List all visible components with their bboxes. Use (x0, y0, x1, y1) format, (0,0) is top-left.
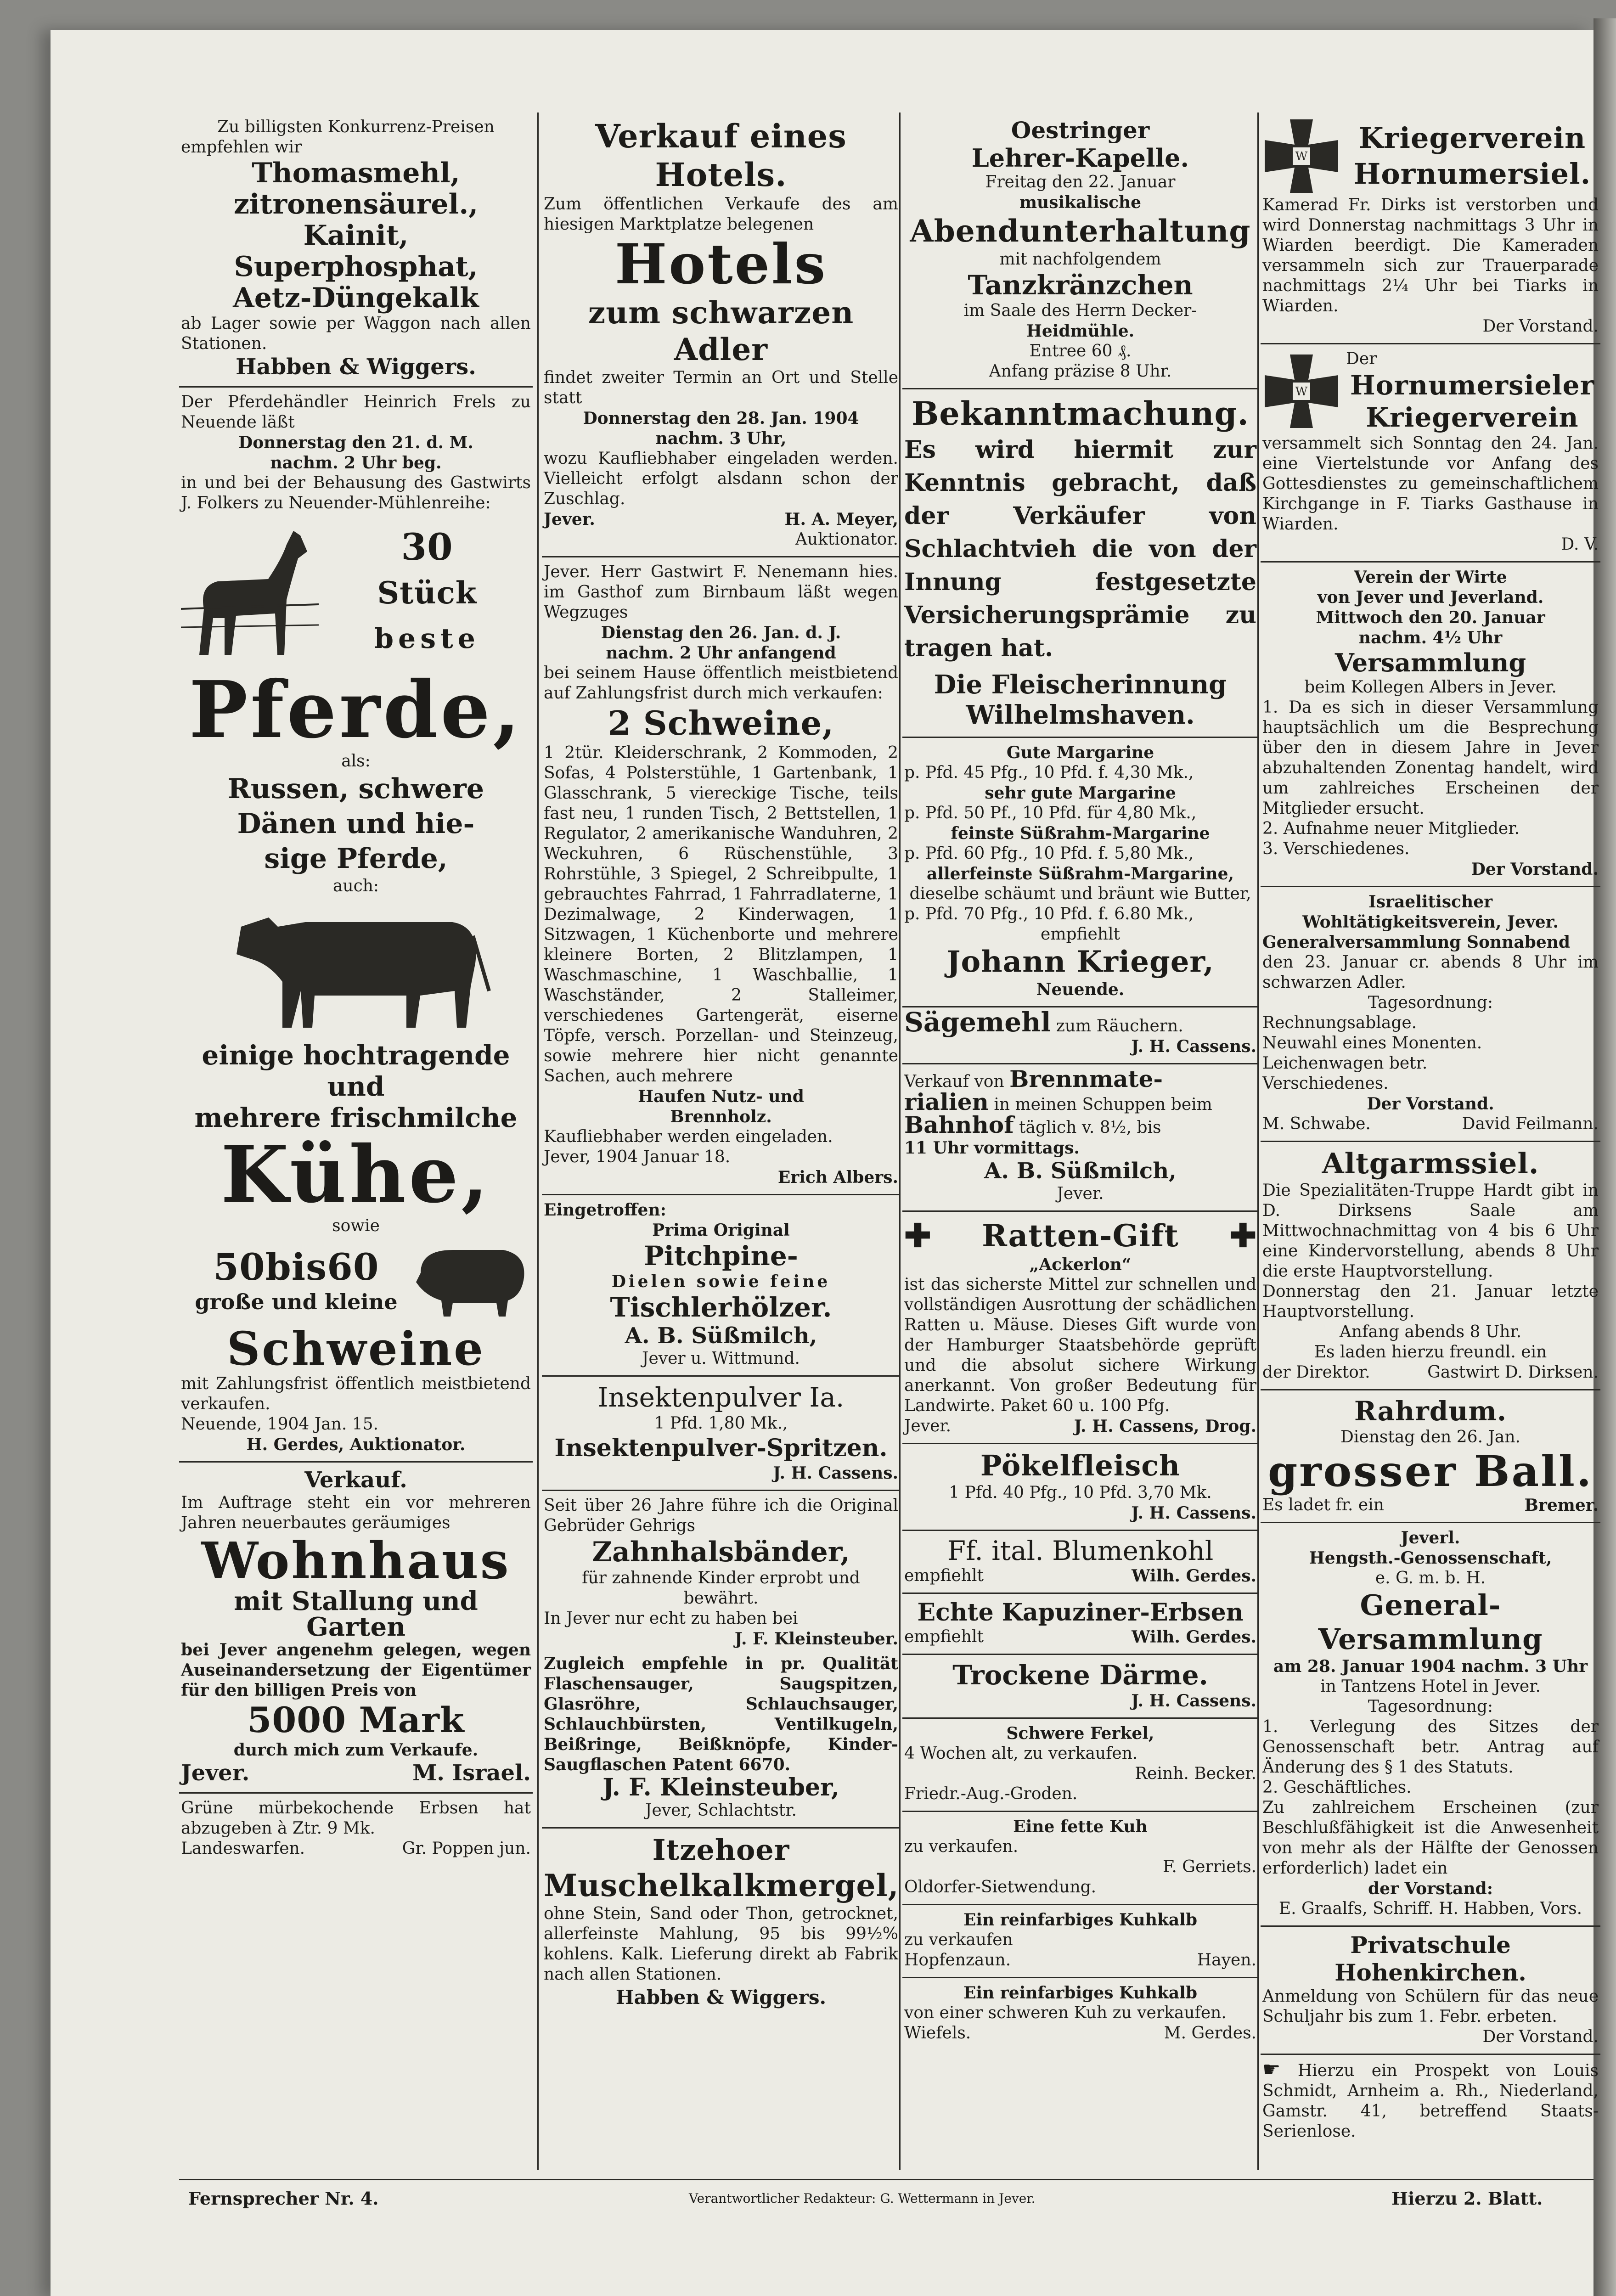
ad-text: Der (1346, 349, 1377, 368)
ad-horse-auction (179, 388, 533, 1463)
svg-text:W: W (1295, 150, 1308, 163)
ad-headline: grosser Ball. (1267, 1446, 1593, 1496)
ad-place: Oldorfer-Sietwendung. (904, 1878, 1097, 1896)
footer-editor: Verantwortlicher Redakteur: G. Wettermann in Jever. (689, 2191, 1036, 2206)
ad-place: Jever. (544, 510, 595, 529)
iron-cross-icon (1262, 117, 1340, 195)
ad-headline: zum schwarzen Adler (588, 295, 854, 367)
cow-illustration-icon (214, 899, 498, 1037)
ad-text: Hierzu ein Prospekt von Louis Schmidt, Arnheim a. Rh., Niederland, Gamstr. 41, betreffend Staats-Serienlose. (1262, 2061, 1599, 2141)
ad-price: 1 Pfd. 40 Pfg., 10 Pfd. 3,70 Mk. (949, 1483, 1212, 1502)
ad-text: Brennholz. (670, 1107, 772, 1126)
ad-headline: Wohnhaus (201, 1531, 511, 1590)
ad-signature: Wilhelmshaven. (966, 700, 1195, 730)
ad-text: Generalversammlung Sonnabend (1262, 933, 1571, 952)
ad-date: am 28. Januar 1904 nachm. 3 Uhr (1273, 1657, 1588, 1676)
column-2 (542, 113, 900, 2170)
cross-icon: ✚ (1229, 1216, 1256, 1255)
ad-text: mit Zahlungsfrist öffentlich meistbietend verkaufen. (181, 1374, 531, 1413)
ad-title: Rahrdum. (1354, 1396, 1507, 1427)
ad-text: wozu Kaufliebhaber eingeladen werden. Vielleicht erfolgt alsdann schon der Zuschlag. (544, 449, 898, 508)
ad-headline: 2 Schweine, (608, 703, 834, 743)
ad-firm: A. B. Süßmilch, (625, 1323, 817, 1349)
ad-text: 2. Geschäftliches. (1262, 1778, 1412, 1797)
ad-text: Zum öffentlichen Verkaufe des am hiesigen Marktplatze belegenen (544, 195, 898, 234)
ad-text: Kamerad Fr. Dirks ist verstorben und wird Donnerstag nachmittags 3 Uhr in Wiarden beerdigt. Die Kameraden versammeln sich zur Trauerparade nachmittags 2¼ Uhr bei Tiarks in Wiarden. (1262, 196, 1599, 315)
ad-headline: General-Versammlung (1318, 1588, 1543, 1656)
ad-title: Pökelfleisch (980, 1449, 1181, 1482)
column-4 (1261, 113, 1600, 2170)
ad-title: Insektenpulver Ia. (597, 1382, 845, 1413)
ad-date: nachm. 3 Uhr, (655, 429, 787, 448)
ad-number: 50bis60 (213, 1245, 379, 1289)
ad-headline: Abendunterhaltung (910, 213, 1251, 249)
ad-place: Jever. (181, 1760, 250, 1786)
ad-title: Verkauf. (304, 1467, 407, 1493)
ad-signature: F. Gerriets. (1163, 1857, 1256, 1876)
ad-text: 2. Aufnahme neuer Mitglieder. (1262, 819, 1520, 838)
ad-signature: Der Vorstand. (1471, 860, 1599, 879)
ad-signature: H. Gerdes, Auktionator. (246, 1435, 466, 1454)
cross-icon: ✚ (904, 1216, 931, 1255)
ad-signature: Bremer. (1524, 1496, 1599, 1515)
ad-signature: Auktionator. (795, 530, 898, 549)
ad-text: Tagesordnung: (1368, 993, 1493, 1012)
ad-sawdust (902, 1007, 1258, 1064)
ad-text: Verschiedenes. (1262, 1074, 1389, 1093)
ad-signature: D. V. (1561, 535, 1599, 554)
ad-text: Gute Margarine (1006, 743, 1154, 762)
ad-headline: Kainit, Superphosphat, (234, 219, 478, 283)
ad-firm: Johann Krieger, (946, 945, 1214, 979)
ad-signature: der Direktor. (1262, 1363, 1370, 1382)
ad-signature: Gastwirt D. Dirksen. (1427, 1363, 1599, 1382)
ad-text: sige Pferde, (264, 843, 448, 875)
ad-text: zu verkaufen. (904, 1837, 1019, 1856)
ad-title: Hornumersiel. (1353, 157, 1591, 191)
ad-text: allerfeinste Süßrahm-Margarine, (926, 864, 1234, 884)
ad-text: Anfang präzise 8 Uhr. (989, 362, 1172, 381)
ad-text: Anmeldung von Schülern für das neue Schuljahr bis zum 1. Febr. erbeten. (1262, 1987, 1599, 2026)
ad-text: Seit über 26 Jahre führe ich die Original Gebrüder Gehrigs (544, 1496, 898, 1535)
ad-signature: David Feilmann. (1462, 1114, 1599, 1133)
ad-signature: Die Fleischerinnung (934, 670, 1227, 700)
ad-headline: Insektenpulver-Spritzen. (554, 1434, 888, 1462)
footer-phone: Fernsprecher Nr. 4. (188, 2188, 379, 2209)
ad-calf-2 (902, 1978, 1258, 2050)
ad-signature: H. A. Meyer, (784, 510, 898, 529)
ad-headline: Itzehoer (652, 1833, 790, 1867)
ad-date: Freitag den 22. Januar (985, 173, 1176, 191)
column-1 (179, 113, 533, 2170)
ad-text: Verkauf von (904, 1072, 1004, 1091)
ad-price: 5000 Mark (247, 1699, 465, 1740)
pig-illustration-icon (411, 1236, 531, 1323)
ad-firm: Wilh. Gerdes. (1132, 1566, 1256, 1586)
ad-ball (1261, 1390, 1600, 1523)
ad-signature: Hayen. (1197, 1951, 1256, 1970)
ad-headline: Pferde, (189, 664, 523, 756)
ad-text: sehr gute Margarine (985, 783, 1176, 803)
ad-variety-show (1261, 1142, 1600, 1390)
footer-supplement: Hierzu 2. Blatt. (1391, 2188, 1543, 2209)
ad-firm: J. H. Cassens. (1131, 1503, 1256, 1523)
ad-headline: Pitchpine- (644, 1240, 798, 1272)
ad-date: nachm. 2 Uhr anfangend (606, 643, 836, 663)
ad-signature: Gr. Poppen jun. (402, 1839, 531, 1858)
ad-text: findet zweiter Termin an Ort und Stelle statt (544, 368, 898, 407)
ad-firm: J. F. Kleinsteuber, (602, 1773, 839, 1801)
ad-date: nachm. 4½ Uhr (1358, 628, 1503, 647)
ad-piglets (902, 1719, 1258, 1812)
ad-text: Jever, 1904 Januar 18. (544, 1148, 731, 1166)
ad-text: Zugleich empfehle in pr. Qualität Flaschensauger, Saugspitzen, Glasröhre, Schlauchsauger, Schlauchbürsten, Ventilkugeln, Beißringe, Beißknöpfe, Kinder-Saugflaschen Patent 6670. (544, 1654, 898, 1774)
ad-cauliflower (902, 1531, 1258, 1594)
ad-text: Entree 60 ₰. (1029, 342, 1132, 360)
ad-headline: Bahnhof (904, 1111, 1014, 1138)
ad-title: von Jever und Jeverland. (1317, 588, 1544, 607)
ad-title: Lehrer-Kapelle. (971, 143, 1189, 173)
ad-place: Jever. (1057, 1184, 1104, 1203)
ad-veterans-2 (1261, 344, 1600, 563)
footer-rule (179, 2179, 1593, 2180)
ad-title: Trockene Därme. (952, 1660, 1208, 1691)
ad-text: Grüne mürbekochende Erbsen hat abzugeben à Ztr. 9 Mk. (181, 1799, 531, 1838)
ad-household-auction (542, 557, 900, 1195)
ad-insect-powder (542, 1377, 900, 1491)
ad-title: Ff. ital. Blumenkohl (947, 1535, 1214, 1566)
ad-title: Privatschule Hohenkirchen. (1334, 1931, 1526, 1986)
ad-text: in Tantzens Hotel in Jever. (1320, 1677, 1541, 1696)
ad-text: sowie (332, 1216, 380, 1235)
ad-signature: Reinh. Becker. (1135, 1764, 1256, 1783)
ad-text: Prima Original (652, 1221, 790, 1240)
ad-fuel (902, 1064, 1258, 1212)
ad-firm: Wilh. Gerdes. (1132, 1627, 1256, 1647)
ad-place: Wiefels. (904, 2024, 971, 2043)
ad-text: versammelt sich Sonntag den 24. Jan. eine Viertelstunde vor Anfang des Gottesdienstes zu gemeinschaftlichem Kirchgange in F. Tiarks Gasthause in Wiarden. (1262, 434, 1599, 534)
ad-announcement (902, 389, 1258, 738)
ad-text: ohne Stein, Sand oder Thon, getrocknet, allerfeinste Mahlung, 95 bis 99½% kohlens. Kalk. Lieferung direkt ab Fabrik nach allen Stationen. (544, 1904, 898, 1984)
ad-headline: Hotels (614, 232, 828, 297)
ad-text: dieselbe schäumt und bräunt wie Butter, (909, 884, 1251, 903)
column-3 (902, 113, 1258, 2170)
ad-pitchpine (542, 1195, 900, 1377)
ad-text: 1 2tür. Kleiderschrank, 2 Kommoden, 2 Sofas, 4 Polsterstühle, 1 Gartenbank, 1 Glasschrank, 5 viereckige Tische, teils fast neu, 1 runden Tisch, 2 Bettstellen, 1 Regulator, 2 amerikanische Wanduhren, 2 Weckuhren, 6 Rüschenstühle, 3 Rohrstühle, 3 Spiegel, 2 Schreibpulte, 1 gebrauchtes Fahrrad, 1 Fahrradlaterne, 1 Dezimalwage, 2 Kinderwagen, 1 Sitzwagen, 1 Küchenborte und mehrere kleinere Borten, 2 Blitzlampen, 1 Waschmaschine, 1 Waschballie, 1 Waschständer, 2 Stalleimer, verschiedenes Gartengerät, eiserne Töpfe, versch. Porzellan- und Steinzeug, sowie mehrere hier nicht genannte Sachen, auch mehrere (544, 743, 898, 1086)
ad-text: Es ladet fr. ein (1262, 1496, 1384, 1514)
horse-illustration-icon (181, 517, 319, 669)
ad-title: Verkauf eines Hotels. (595, 117, 847, 194)
ad-text: Heidmühle. (1026, 321, 1135, 341)
ad-text: im Saale des Herrn Decker- (963, 301, 1197, 320)
ad-signature: Der Vorstand. (1482, 2027, 1599, 2046)
ad-peas-2 (902, 1594, 1258, 1655)
page-footer (179, 2188, 1593, 2211)
ad-title: Oestringer (1011, 117, 1150, 144)
ad-peas (179, 1794, 533, 1865)
ad-firm: A. B. Süßmilch, (984, 1158, 1177, 1184)
iron-cross-icon (1262, 352, 1340, 430)
ad-signature: E. Graalfs, Schriff. H. Habben, Vors. (1278, 1899, 1582, 1918)
ad-text: Zu billigsten Konkurrenz-Preisen (217, 118, 495, 136)
ad-headline: Muschelkalkmergel, (544, 1868, 899, 1903)
ad-teachers-band (902, 113, 1258, 389)
ad-firm: J. H. Cassens. (1131, 1691, 1256, 1711)
ad-text: 1. Da es sich in dieser Versammlung hauptsächlich um die Besprechung über den in diesem Jahre in Jever abzuhaltenden Zonentag handelt, wird um zahlreiches Erscheinen der Mitglieder ersucht. (1262, 698, 1599, 818)
ad-text: Im Auftrage steht ein vor mehreren Jahren neuerbautes geräumiges (181, 1493, 531, 1532)
ad-text: Dielen sowie feine (611, 1272, 831, 1291)
ad-text: empfiehlt (904, 1627, 984, 1646)
ad-text: empfiehlt (904, 1566, 984, 1585)
ad-text: Russen, schwere (227, 773, 484, 805)
ad-title: Altgarmssiel. (1322, 1147, 1539, 1180)
ad-text: „Ackerlon“ (1029, 1255, 1132, 1274)
ad-price: p. Pfd. 45 Pfg., 10 Pfd. f. 4,30 Mk., (904, 763, 1194, 782)
ad-text: für zahnende Kinder erprobt und bewährt. (582, 1569, 860, 1608)
ad-text: Es wird hiermit zur Kenntnis gebracht, daß der Verkäufer von Schlachtvieh die von der Innung festgesetzte Versicherungsprämie zu tragen hat. (904, 436, 1256, 662)
ad-place: Neuende. (1036, 980, 1125, 999)
ad-text: mit nachfolgendem (999, 250, 1161, 269)
ad-text: empfehlen wir (181, 138, 302, 157)
ad-title: Jeverl. (1401, 1528, 1460, 1548)
ad-date: Donnerstag den 28. Jan. 1904 (583, 409, 859, 428)
ad-date: nachm. 2 Uhr beg. (270, 453, 442, 473)
ad-text: beste (374, 623, 480, 655)
ad-price: p. Pfd. 70 Pfg., 10 Pfd. f. 6.80 Mk., (904, 905, 1194, 923)
ad-text: zum Räuchern. (1056, 1017, 1183, 1035)
ad-stallion-coop (1261, 1523, 1600, 1927)
ad-title: Ratten-Gift (982, 1217, 1179, 1254)
ad-text: 1 Pfd. 1,80 Mk., (654, 1414, 788, 1433)
ad-text: Rechnungsablage. (1262, 1013, 1417, 1032)
ad-text: bei Jever angenehm gelegen, wegen Auseinandersetzung der Eigentümer für den billigen Preis von (181, 1640, 531, 1700)
ad-text: ab Lager sowie per Waggon nach allen Stationen. (181, 314, 531, 353)
ad-headline: Versammlung (1334, 648, 1526, 677)
ad-text: feinste Süßrahm-Margarine (951, 824, 1210, 843)
ad-title: Kriegerverein (1358, 121, 1586, 155)
ad-headline: Tanzkränzchen (968, 270, 1193, 301)
ad-signature: Der Vorstand. (1367, 1094, 1494, 1114)
ad-text: Anfang abends 8 Uhr. (1339, 1322, 1522, 1341)
ad-text: auch: (332, 877, 379, 895)
ad-fertilizer (179, 113, 533, 388)
ad-text: Eingetroffen: (544, 1200, 666, 1220)
ad-firm: Habben & Wiggers. (615, 1986, 827, 2009)
ad-firm: J. F. Kleinsteuber. (734, 1629, 898, 1649)
ad-title: Echte Kapuziner-Erbsen (917, 1598, 1244, 1626)
ad-date: Dienstag den 26. Jan. (1340, 1428, 1520, 1446)
ad-headline: Brennmate- (1009, 1065, 1163, 1092)
ad-place: Friedr.-Aug.-Groden. (904, 1784, 1078, 1803)
ad-title: Bekanntmachung. (912, 394, 1249, 433)
ad-signature: Erich Albers. (777, 1168, 898, 1187)
ad-text: empfiehlt (1041, 925, 1120, 944)
ad-text: durch mich zum Verkaufe. (233, 1740, 479, 1760)
ad-rat-poison (902, 1212, 1258, 1444)
ad-signature: der Vorstand: (1368, 1879, 1493, 1898)
ad-text: mehrere frischmilche (194, 1102, 518, 1133)
ad-signature: M. Schwabe. (1262, 1114, 1371, 1133)
ad-house-sale (179, 1463, 533, 1794)
ad-text: in und bei der Behausung des Gastwirts J. Folkers zu Neuender-Mühlenreihe: (181, 473, 531, 512)
ad-text: Leichenwagen betr. (1262, 1054, 1428, 1073)
ad-title: Schwere Ferkel, (1006, 1724, 1154, 1743)
ad-calf-1 (902, 1905, 1258, 1978)
ad-veterans-1 (1261, 113, 1600, 344)
ad-signature: Der Vorstand. (1482, 317, 1599, 336)
ad-text: bei seinem Hause öffentlich meistbietend auf Zahlungsfrist durch mich verkaufen: (544, 664, 898, 703)
ad-headline: Tischlerhölzer. (610, 1292, 832, 1323)
ad-price: p. Pfd. 60 Pfg., 10 Pfd. f. 5,80 Mk., (904, 844, 1194, 863)
ad-text: den 23. Januar cr. abends 8 Uhr im schwarzen Adler. (1262, 953, 1599, 992)
ad-text: als: (341, 752, 371, 771)
ad-place: Landeswarfen. (181, 1839, 305, 1858)
ad-title: e. G. m. b. H. (1375, 1569, 1486, 1587)
ad-text: Die Spezialitäten-Truppe Hardt gibt in D. Dirksens Saale am Mittwochnachmittag von 4 bis 6 Uhr eine Kindervorstellung, abends 8 Uhr die erste Hauptvorstellung. (1262, 1181, 1599, 1281)
ad-date: Dienstag den 26. Jan. d. J. (601, 623, 841, 642)
ad-text: Kaufliebhaber werden eingeladen. (544, 1127, 833, 1146)
ad-title: Eine fette Kuh (1013, 1817, 1148, 1836)
ad-private-school (1261, 1927, 1600, 2055)
ad-headline: Thomasmehl, zitronensäurel., (233, 157, 479, 220)
ad-headline: Schweine (227, 1322, 485, 1376)
ad-place: Hopfenzaun. (904, 1951, 1011, 1970)
ad-headline: Aetz-Düngekalk (233, 282, 479, 314)
ad-text: Es laden hierzu freundl. ein (1314, 1343, 1547, 1362)
ad-text: In Jever nur echt zu haben bei (544, 1609, 798, 1628)
ad-title: Israelitischer (1368, 892, 1493, 912)
ad-text: von einer schweren Kuh zu verkaufen. (904, 2003, 1227, 2022)
svg-text:W: W (1295, 385, 1308, 399)
ad-text: zu verkaufen (904, 1930, 1013, 1949)
ad-pickled-meat (902, 1444, 1258, 1531)
ad-firm: J. H. Cassens, Drog. (1074, 1417, 1256, 1436)
ad-text: Haufen Nutz- und (638, 1087, 804, 1106)
ad-headline: Kühe, (220, 1129, 491, 1221)
pointing-hand-icon: ☛ (1262, 2058, 1281, 2081)
ad-margarine (902, 738, 1258, 1007)
ad-title: Hengsth.-Genossenschaft, (1309, 1548, 1552, 1568)
ad-number: 30 (401, 525, 453, 568)
ad-text: in meinen Schuppen beim (994, 1095, 1212, 1114)
ad-text: ist das sicherste Mittel zur schnellen und vollständigen Ausrottung der schädlichen Ratten u. Mäuse. Dieses Gift wurde von der Hamburger Staatsbehörde geprüft und die absolut sichere Wirkung anerkannt. Von großer Bedeutung für Landwirte. Paket 60 u. 100 Pfg. (904, 1275, 1256, 1415)
ad-text: Neuende, 1904 Jan. 15. (181, 1415, 378, 1434)
ad-casings (902, 1655, 1258, 1719)
ad-text: 1. Verlegung des Sitzes der Genossenschaft betr. Antrag auf Änderung des § 1 des Statuts. (1262, 1717, 1599, 1777)
ad-place: Jever. (904, 1417, 952, 1435)
ad-charity (1261, 887, 1600, 1142)
ad-text: Neuwahl eines Monenten. (1262, 1034, 1482, 1052)
ad-title: Wohltätigkeitsverein, Jever. (1302, 912, 1559, 932)
ad-date: Mittwoch den 20. Januar (1316, 608, 1545, 627)
ad-hotel-sale (542, 113, 900, 557)
ad-text: beim Kollegen Albers in Jever. (1304, 678, 1557, 697)
ad-marl (542, 1829, 900, 2017)
ad-text: 3. Verschiedenes. (1262, 839, 1410, 858)
ad-title: Ein reinfarbiges Kuhkalb (963, 1910, 1197, 1930)
ad-title: Verein der Wirte (1354, 568, 1507, 587)
ad-text: Der Pferdehändler Heinrich Frels zu Neuende läßt (181, 393, 531, 432)
ad-text: mit Stallung und Garten (234, 1586, 478, 1642)
ad-text: 11 Uhr vormittags. (904, 1138, 1080, 1158)
ad-firm: J. H. Cassens. (773, 1463, 898, 1483)
ad-title: Kriegerverein (1366, 402, 1579, 433)
ad-innkeepers (1261, 563, 1600, 887)
ad-signature: M. Gerdes. (1164, 2024, 1256, 2043)
ad-text: Jever. Herr Gastwirt F. Nenemann hies. im Gasthof zum Birnbaum läßt wegen Wegzuges (544, 563, 898, 622)
ad-title: Hornumersieler (1350, 370, 1595, 401)
ad-text: Donnerstag den 21. Januar letzte Hauptvorstellung. (1262, 1282, 1599, 1321)
ad-place: Jever, Schlachtstr. (645, 1801, 797, 1820)
ad-headline: Sägemehl (904, 1007, 1051, 1038)
ad-headline: rialien (904, 1088, 989, 1115)
ad-text: täglich v. 8½, bis (1019, 1118, 1161, 1137)
ad-signature: M. Israel. (412, 1760, 531, 1786)
ad-text: Zu zahlreichem Erscheinen (zur Beschlußfähigkeit ist die Anwesenheit von mehr als der Hälfte der Genossen erforderlich) ladet ein (1262, 1798, 1599, 1878)
ad-text: große und kleine (195, 1289, 398, 1314)
column-rule (537, 113, 539, 2170)
ad-title: Ein reinfarbiges Kuhkalb (963, 1983, 1197, 2003)
ad-firm: J. H. Cassens. (1131, 1037, 1256, 1056)
ad-place: Jever u. Wittmund. (642, 1349, 800, 1368)
ad-text: musikalische (1019, 193, 1142, 212)
ad-headline: Zahnhalsbänder, (592, 1536, 850, 1568)
ad-teething-bands (542, 1491, 900, 1829)
ad-text: Dänen und hie- (237, 808, 475, 840)
ad-date: Donnerstag den 21. d. M. (238, 433, 473, 452)
ad-firm: Habben & Wiggers. (236, 354, 476, 380)
ad-text: Tagesordnung: (1368, 1697, 1493, 1716)
ad-cow (902, 1812, 1258, 1905)
ad-prospectus (1261, 2055, 1600, 2148)
ad-text: einige hochtragende und (202, 1040, 510, 1102)
ad-text: 4 Wochen alt, zu verkaufen. (904, 1744, 1138, 1763)
ad-price: p. Pfd. 50 Pf., 10 Pfd. für 4,80 Mk., (904, 804, 1197, 822)
ad-text: Stück (377, 575, 477, 611)
